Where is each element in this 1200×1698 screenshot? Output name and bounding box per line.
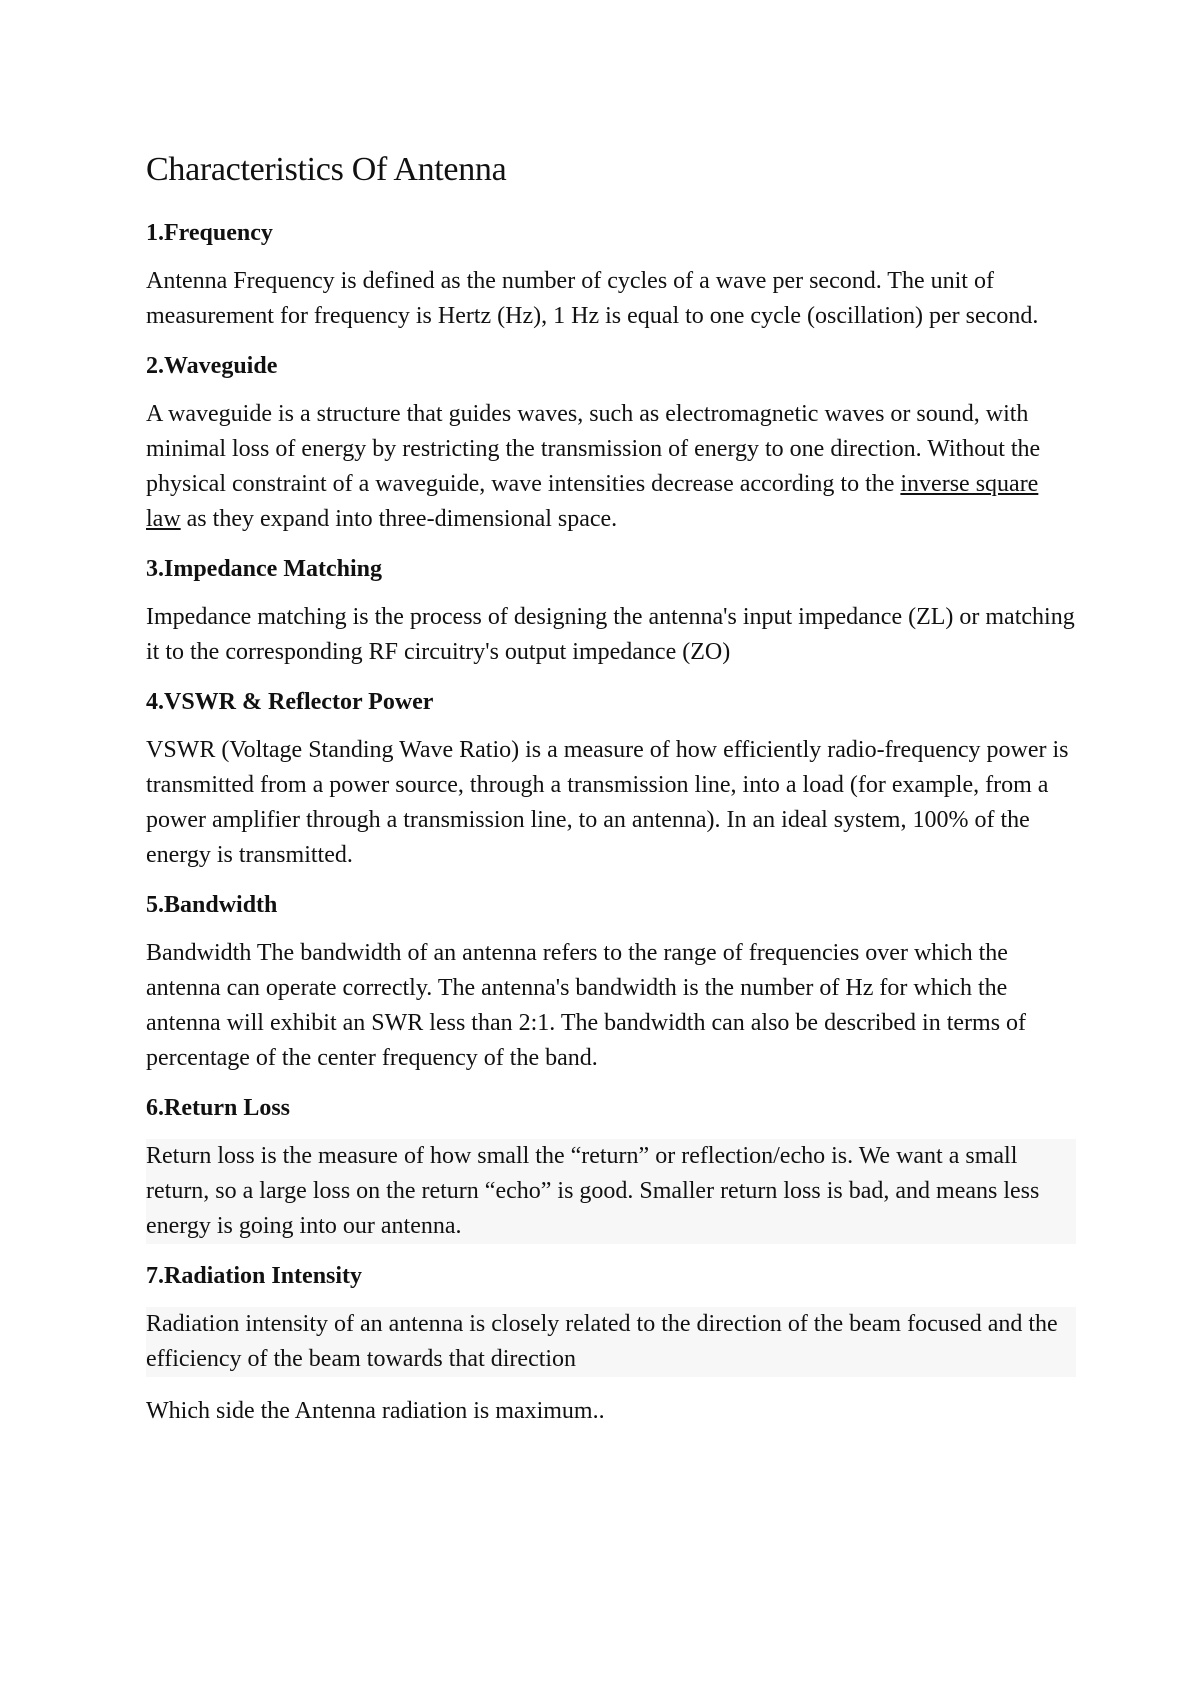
section-paragraph: Bandwidth The bandwidth of an antenna refers to the range of frequencies over which the antenna can operate correctly. The antenna's bandwidth is the number of Hz for which the antenna will exhibit an SWR less than 2:1. The bandwidth can also be described in terms of percentage of the center frequency of the band. — [146, 940, 1027, 1071]
section-paragraph: Impedance matching is the process of designing the antenna's input impedance (ZL) or matching it to the corresponding RF circuitry's output impedance (ZO) — [146, 604, 1075, 665]
section-heading: 7.Radiation Intensity — [146, 1263, 363, 1289]
section-return-loss — [146, 1093, 1076, 1244]
inverse-square-law-link[interactable]: inverse square law — [146, 471, 1039, 532]
section-heading: 2.Waveguide — [146, 353, 278, 379]
section-impedance-matching — [146, 554, 1076, 670]
paragraph-text: A waveguide is a structure that guides waves, such as electromagnetic waves or sound, with minimal loss of energy by restricting the transmission of energy to one direction. Without the physical constraint of a waveguide, wave intensities decrease according to the — [146, 401, 1041, 497]
section-paragraph: VSWR (Voltage Standing Wave Ratio) is a measure of how efficiently radio-frequency power is transmitted from a power source, through a transmission line, into a load (for example, from a power amplifier through a transmission line, to an antenna). In an ideal system, 100% of the energy is transmitted. — [146, 737, 1069, 868]
section-heading: 1.Frequency — [146, 220, 273, 246]
section-heading: 3.Impedance Matching — [146, 556, 382, 582]
section-paragraph: Radiation intensity of an antenna is closely related to the direction of the beam focused and the efficiency of the beam towards that direction — [146, 1307, 1076, 1377]
section-paragraph: Antenna Frequency is defined as the number of cycles of a wave per second. The unit of measurement for frequency is Hertz (Hz), 1 Hz is equal to one cycle (oscillation) per second. — [146, 268, 1039, 329]
section-heading: 4.VSWR & Reflector Power — [146, 689, 434, 715]
paragraph-text: as they expand into three-dimensional space. — [180, 506, 618, 532]
section-frequency — [146, 218, 1076, 334]
section-paragraph — [146, 397, 1076, 537]
section-bandwidth — [146, 890, 1076, 1076]
section-waveguide — [146, 351, 1076, 537]
section-heading: 6.Return Loss — [146, 1095, 291, 1121]
document-title: Characteristics Of Antenna — [146, 151, 507, 188]
section-paragraph: Return loss is the measure of how small the “return” or reflection/echo is. We want a small return, so a large loss on the return “echo” is good. Smaller return loss is bad, and means less energy is going into our antenna. — [146, 1139, 1076, 1244]
section-paragraph: Which side the Antenna radiation is maximum.. — [146, 1398, 605, 1424]
document-page — [146, 148, 1076, 1446]
section-vswr — [146, 687, 1076, 873]
section-heading: 5.Bandwidth — [146, 892, 278, 918]
section-radiation-intensity — [146, 1261, 1076, 1429]
